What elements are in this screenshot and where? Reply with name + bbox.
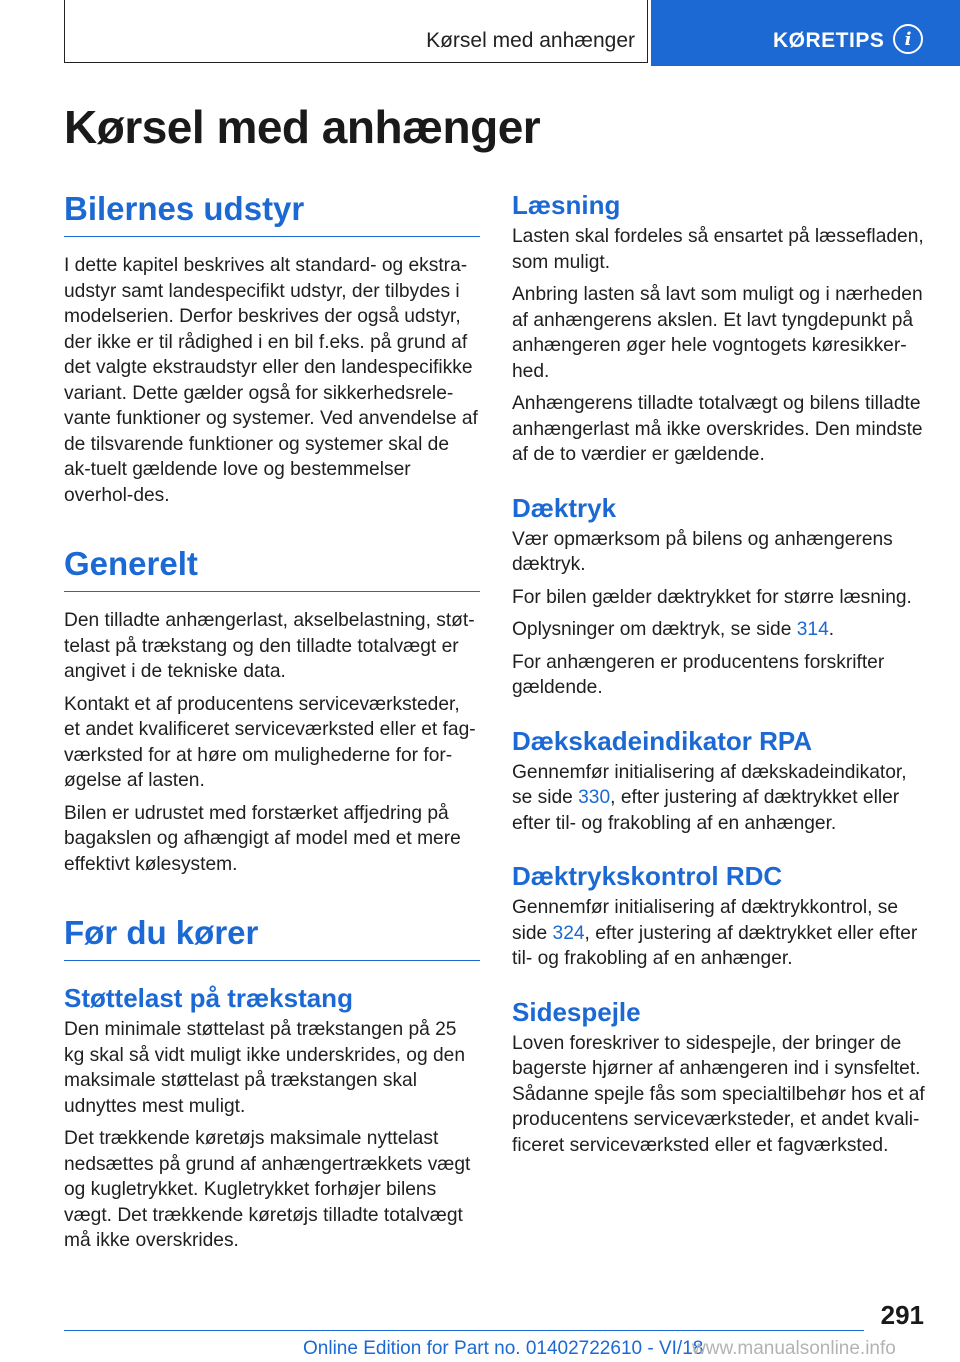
paragraph: For bilen gælder dæktrykket for større læsning. xyxy=(512,586,912,608)
text: , efter justering af dæktrykket eller efter til- og frakobling af en anhænger. xyxy=(512,922,918,969)
text: , efter justering af dæktrykket eller efter til- og frakobling af en anhænger. xyxy=(512,787,900,834)
page-link-330[interactable]: 330 xyxy=(578,787,611,808)
heading-generelt: Generelt xyxy=(64,545,480,592)
subheading-rdc: Dæktrykskontrol RDC xyxy=(512,861,783,891)
paragraph: Kontakt et af producentens serviceværksteder, et andet kvalificeret serviceværksted eller et fag-værksted for at høre om mulighederne for for-øgelse af lasten. xyxy=(64,693,476,791)
left-column xyxy=(64,190,480,1261)
subheading-rpa: Dækskadeindikator RPA xyxy=(512,725,813,756)
page-link-314[interactable]: 314 xyxy=(796,619,829,640)
text: Oplysninger om dæktryk, se side xyxy=(512,619,797,640)
paragraph: Anhængerens tilladte totalvægt og bilens tilladte anhængerlast må ikke overskrides. Den mindste af de to værdier er gældende. xyxy=(512,393,923,465)
page-link-324[interactable]: 324 xyxy=(552,922,585,944)
info-icon[interactable]: i xyxy=(893,24,923,54)
paragraph: Den tilladte anhængerlast, akselbelastning, støt-telast på trækstang og den tilladte totalvægt er angivet i de tekniske data. xyxy=(64,610,475,682)
text: Gennemfør initialisering af dækskadeindikator, se side xyxy=(512,761,907,808)
paragraph xyxy=(512,617,928,643)
paragraph: Det trækkende køretøjs maksimale nyttelast nedsættes på grund af anhængertrækkets vægt og kugletrykket. Kugletrykket forhøjer bilens vægt. Det trækkende køretøjs tilladte totalvægt må ikke overskrides. xyxy=(64,1128,471,1251)
subheading-stottelast: Støttelast på trækstang xyxy=(64,983,353,1013)
header-section-box xyxy=(64,0,648,63)
paragraph: Lasten skal fordeles så ensartet på læssefladen, som muligt. xyxy=(512,226,924,273)
subheading-sidespejle: Sidespejle xyxy=(512,996,641,1027)
paragraph: Vær opmærksom på bilens og anhængerens dæktryk. xyxy=(512,528,893,575)
text: . xyxy=(828,619,835,640)
paragraph: Anbring lasten så lavt som muligt og i nærheden af anhængerens akslen. Et lavt tyngdepunkt på anhængeren øger hele vogntogets køresikker-hed. xyxy=(512,284,923,382)
page-title: Kørsel med anhænger xyxy=(64,101,541,153)
paragraph xyxy=(512,895,928,972)
right-column xyxy=(512,190,928,1165)
paragraph xyxy=(512,760,928,837)
subheading-laesning: Læsning xyxy=(512,190,621,220)
paragraph: Den minimale støttelast på trækstangen på 25 kg skal så vidt muligt ikke underskrides, og den maksimale støttelast på trækstangen skal udnyttes mest muligt. xyxy=(64,1019,465,1117)
heading-bilernes-udstyr: Bilernes udstyr xyxy=(64,190,480,237)
subheading-daektryk: Dæktryk xyxy=(512,492,617,523)
chapter-tab-label[interactable]: KØRETIPS xyxy=(773,29,885,52)
paragraph: For anhængeren er producentens forskrifter gældende. xyxy=(512,651,885,698)
page-number: 291 xyxy=(880,1300,924,1330)
text: Gennemfør initialisering af dæktrykkontrol, se side xyxy=(512,897,899,944)
footer-divider xyxy=(64,1330,864,1331)
header-section-title: Kørsel med anhænger xyxy=(426,29,635,52)
paragraph: Bilen er udrustet med forstærket affjedring på bagakslen og afhængigt af model med et mere effektivt kølesystem. xyxy=(64,802,461,875)
heading-for-du-korer: Før du kører xyxy=(64,914,480,961)
watermark: www.manualsonline.info xyxy=(692,1338,896,1359)
edition-text: Online Edition for Part no. 01402722610 - VI/18 xyxy=(303,1338,704,1359)
paragraph: Loven foreskriver to sidespejle, der bringer de bagerste hjørner af anhængeren ind i synsfeltet. Sådanne spejle fås som specialtilbehør hos et af producentens serviceværksteder, et andet kvali-ficeret serviceværksted eller et fagværksted. xyxy=(512,1032,925,1156)
paragraph: I dette kapitel beskrives alt standard- og ekstra-udstyr samt landespecifikt udstyr, der tilbydes i modelserien. Derfor beskrives der også udstyr, der ikke er til rådighed i en bil f.eks. på grund af det valgte ekstraudstyr eller den landespecifikke variant. Dette gælder også for sikkerhedsrele-vante funktioner og systemer. Ved anvendelse af de tilsvarende funktioner og systemer skal de ak-tuelt gældende love og bestemmelser overhol-des. xyxy=(64,255,478,506)
header-chapter-tab[interactable] xyxy=(651,0,960,66)
